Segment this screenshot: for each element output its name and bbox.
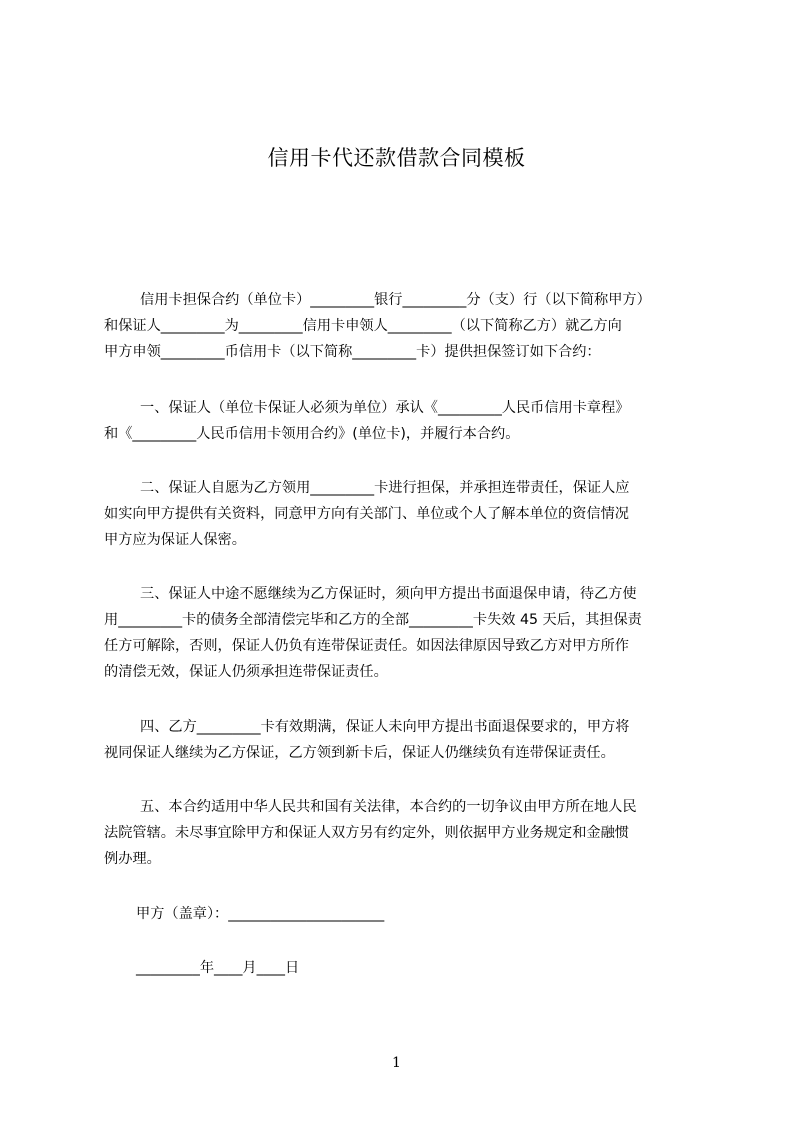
party-a-seal: 甲方（盖章）：______________________ (136, 906, 385, 922)
text-line: 三、保证人中途不愿继续为乙方保证时，须向甲方提出书面退保申请，待乙方使 (140, 586, 637, 602)
page-number: 1 (392, 1055, 401, 1071)
text-line: 任方可解除，否则，保证人仍负有连带保证责任。如因法律原因导致乙方对甲方所作 (104, 638, 629, 654)
clause-1-paragraph (104, 395, 704, 447)
clause-5-paragraph (104, 794, 704, 872)
text-line: 和保证人_________为_________信用卡申领人_________（以下简称乙方）就乙方向 (104, 318, 622, 334)
text-line: 甲方申领_________币信用卡（以下简称_________卡）提供担保签订如下合约： (104, 344, 601, 360)
text-line: 四、乙方_________卡有效期满，保证人未向甲方提出书面退保要求的，甲方将 (140, 719, 630, 735)
text-line: 甲方应为保证人保密。 (104, 532, 246, 548)
clause-3-paragraph (104, 581, 704, 685)
document-title: 信用卡代还款借款合同模板 (267, 146, 526, 170)
date-line (104, 955, 704, 981)
text-line: 和《_________人民币信用卡领用合约》(单位卡)，并履行本合约。 (104, 426, 520, 442)
text-line: 五、本合约适用中华人民共和国有关法律，本合约的一切争议由甲方所在地人民 (140, 799, 637, 815)
date-field: _________年____月____日 (136, 960, 300, 976)
text-line: 法院管辖。未尽事宜除甲方和保证人双方另有约定外，则依据甲方业务规定和金融惯 (104, 825, 629, 841)
clause-2-paragraph (104, 475, 704, 553)
intro-paragraph (104, 287, 704, 365)
text-line: 如实向甲方提供有关资料，同意甲方向有关部门、单位或个人了解本单位的资信情况 (104, 506, 629, 522)
text-line: 信用卡担保合约（单位卡）_________银行_________分（支）行（以下简称甲方） (140, 292, 651, 308)
clause-4-paragraph (104, 714, 704, 766)
text-line: 例办理。 (104, 851, 161, 867)
text-line: 一、保证人（单位卡保证人必须为单位）承认《_________人民币信用卡章程》 (140, 400, 630, 416)
text-line: 视同保证人继续为乙方保证，乙方领到新卡后，保证人仍继续负有连带保证责任。 (104, 745, 615, 761)
text-line: 用_________卡的债务全部清偿完毕和乙方的全部_________卡失效 45 天后，其担保责 (104, 612, 642, 628)
text-line: 的清偿无效，保证人仍须承担连带保证责任。 (104, 664, 388, 680)
text-line: 二、保证人自愿为乙方领用_________卡进行担保，并承担连带责任，保证人应 (140, 480, 630, 496)
signature-line (104, 901, 704, 927)
